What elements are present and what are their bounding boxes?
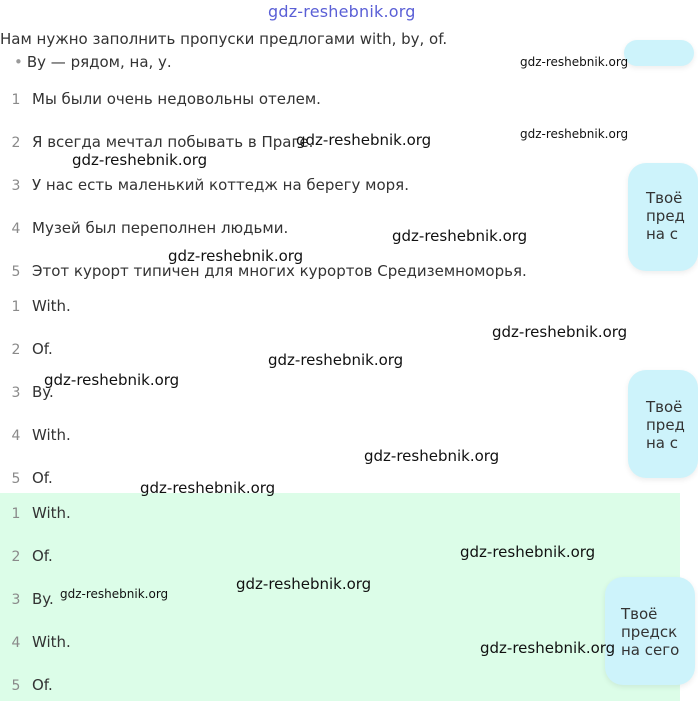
watermark: gdz-reshebnik.org [236,575,372,593]
bubble-line: пред [646,207,685,225]
watermark: gdz-reshebnik.org [480,639,616,657]
row-number: 5 [11,678,21,694]
watermark: gdz-reshebnik.org [492,323,628,341]
row-number: 1 [11,92,21,108]
row-number: 2 [11,135,21,151]
watermark: gdz-reshebnik.org [140,479,276,497]
answer-text: Of. [32,547,53,565]
row-number: 5 [11,264,21,280]
sentence-text: Музей был переполнен людьми. [32,219,289,237]
header-watermark: gdz-reshebnik.org [268,2,416,21]
answer-row [0,469,53,487]
answer-row [0,297,71,315]
watermark: gdz-reshebnik.org [520,55,629,69]
answer-text: With. [32,297,71,315]
watermark: gdz-reshebnik.org [460,543,596,561]
watermark: gdz-reshebnik.org [60,587,169,601]
bubble-line: Твоё [646,398,683,416]
sentence-text: Этот курорт типичен для многих курортов Средиземноморья. [32,262,527,280]
row-number: 2 [11,549,21,565]
answer-row [0,504,71,522]
promo-bubble[interactable] [605,577,695,685]
bubble-line: на с [646,225,679,243]
answer-text: Of. [32,340,53,358]
watermark: gdz-reshebnik.org [268,351,404,369]
watermark: gdz-reshebnik.org [392,227,528,245]
watermark: gdz-reshebnik.org [44,371,180,389]
bubble-line: Твоё [621,605,658,623]
answer-text: With. [32,633,71,651]
sentence-text: У нас есть маленький коттедж на берегу моря. [32,176,409,194]
answer-text: Of. [32,469,53,487]
watermark: gdz-reshebnik.org [72,151,208,169]
row-number: 3 [11,592,21,608]
row-number: 4 [11,428,21,444]
row-number: 2 [11,342,21,358]
watermark: gdz-reshebnik.org [364,447,500,465]
bubble-line: на сего [621,641,680,659]
watermark: gdz-reshebnik.org [520,127,629,141]
row-number: 1 [11,506,21,522]
answer-row [0,340,53,358]
bullet-text: By — рядом, на, у. [26,53,172,71]
promo-bubble[interactable] [628,163,698,271]
watermark: gdz-reshebnik.org [296,131,432,149]
sentence-row [0,176,409,194]
answer-row [0,426,71,444]
answer-row [0,633,71,651]
promo-bubble-top[interactable] [624,40,694,66]
answer-text: By. [32,383,54,401]
bubble-line: Твоё [646,189,683,207]
row-number: 5 [11,471,21,487]
answer-row [0,676,53,694]
bubble-line: на с [646,434,679,452]
row-number: 3 [11,178,21,194]
answer-text: With. [32,504,71,522]
task-intro: Нам нужно заполнить пропуски предлогами with, by, of. [0,30,448,48]
row-number: 1 [11,299,21,315]
watermark: gdz-reshebnik.org [168,247,304,265]
answer-row [0,590,54,608]
promo-bubble[interactable] [628,370,698,478]
bubble-line: пред [646,416,685,434]
row-number: 4 [11,635,21,651]
sentence-text: Мы были очень недовольны отелем. [32,90,321,108]
sentence-row [0,133,313,151]
bullet-dot: • [14,53,23,71]
sentence-row [0,90,321,108]
row-number: 3 [11,385,21,401]
answer-row [0,547,53,565]
answer-text: Of. [32,676,53,694]
row-number: 4 [11,221,21,237]
bubble-line: предск [621,623,678,641]
bullet-note [14,53,172,71]
answer-text: By. [32,590,54,608]
answer-text: With. [32,426,71,444]
sentence-row [0,219,288,237]
sentence-text: Я всегда мечтал побывать в Праге. [32,133,314,151]
